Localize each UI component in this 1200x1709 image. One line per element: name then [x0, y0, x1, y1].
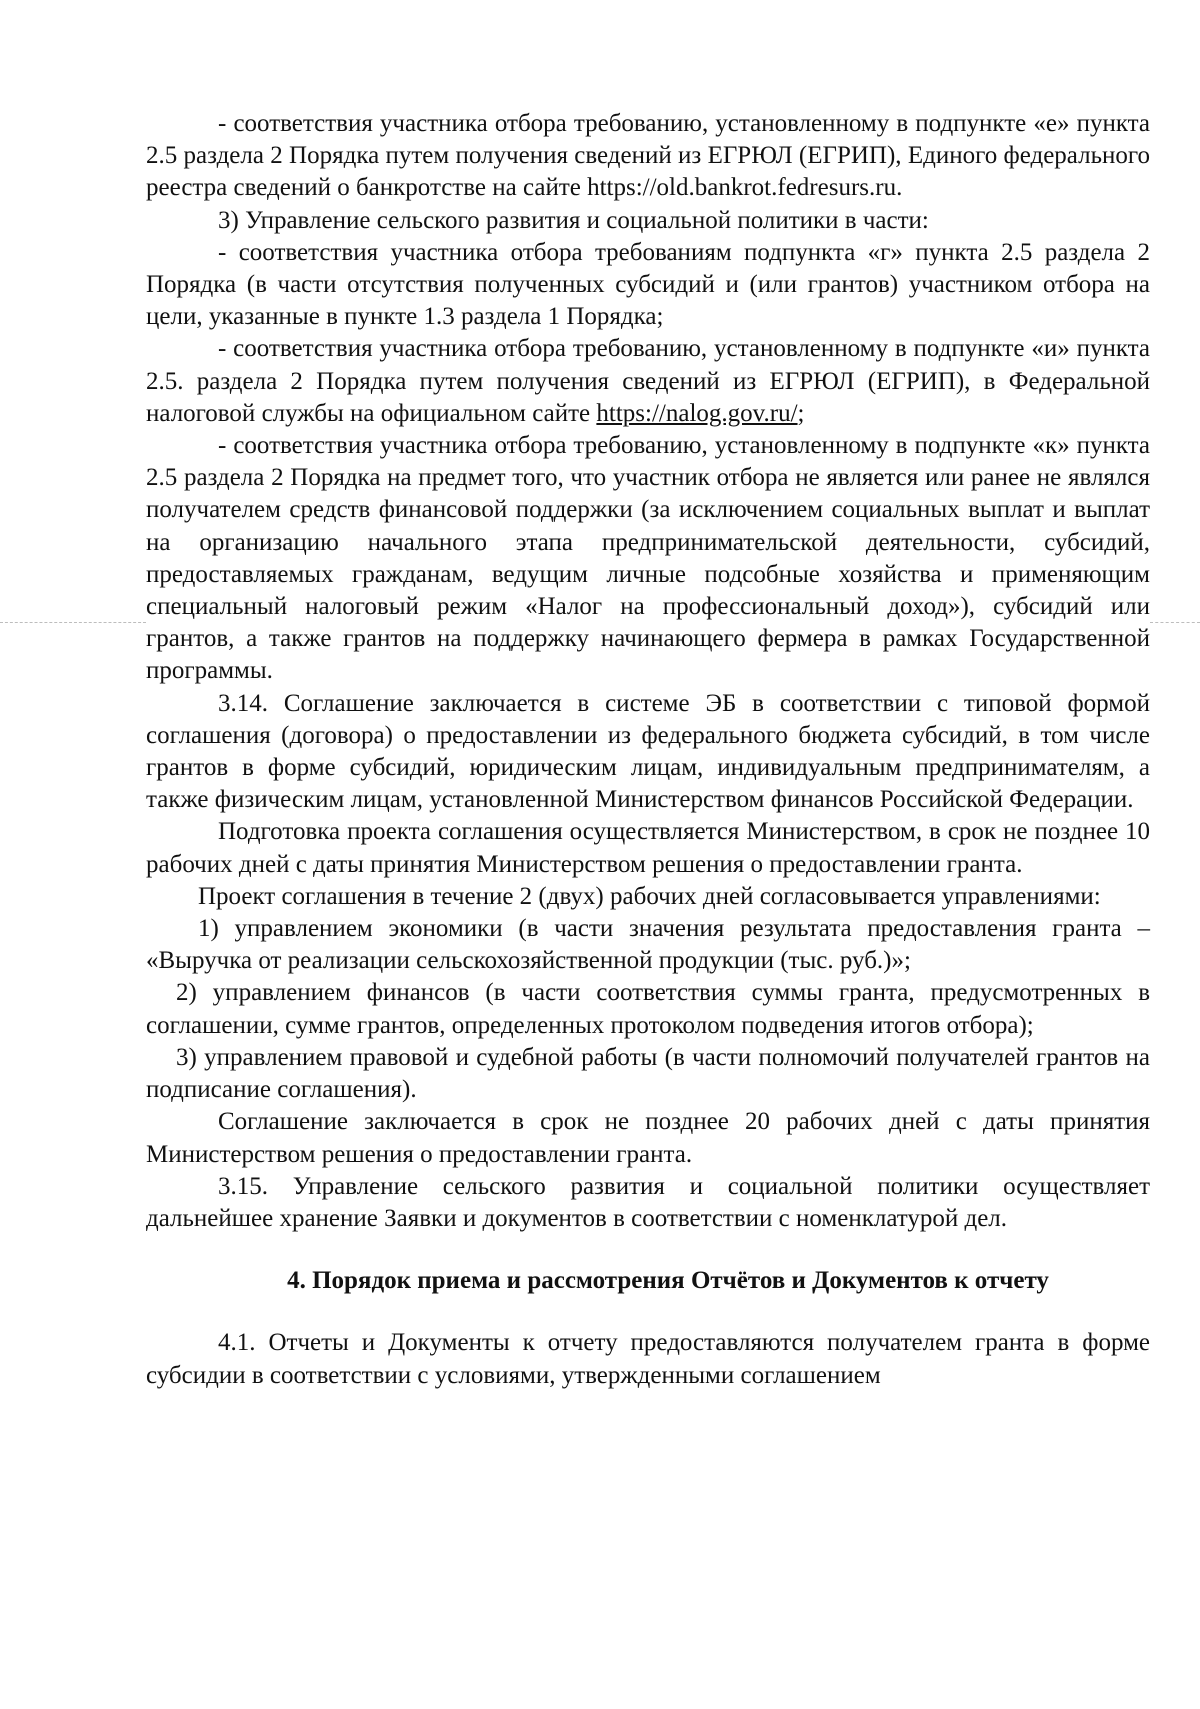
paragraph-g-subsidies: - соответствия участника отбора требованиям подпункта «г» пункта 2.5 раздела 2 Порядка (в части отсутствия полученных субсидий и (или грантов) участником отбора на цели, указанные в пункте 1.3 раздела 1 Порядка;: [146, 238, 1150, 331]
paragraph-4-1: 4.1. Отчеты и Документы к отчету предоставляются получателем гранта в форме субсидии в соответствии с условиями, утвержденными соглашением: [146, 1329, 1150, 1389]
paragraph-rural-dept: 3) Управление сельского развития и социальной политики в части:: [218, 206, 929, 234]
paragraph-draft-approval: Проект соглашения в течение 2 (двух) рабочих дней согласовывается управлениями:: [198, 882, 1101, 910]
document-page: [146, 108, 1150, 1392]
paragraph-draft-preparation: Подготовка проекта соглашения осуществляется Министерством, в срок не позднее 10 рабочих дней с даты принятия Министерством решения о предоставлении гранта.: [146, 818, 1150, 878]
paragraph-3-14: 3.14. Соглашение заключается в системе ЭБ в соответствии с типовой формой соглашения (договора) о предоставлении из федерального бюджета субсидий, в том числе грантов в форме субсидий, юридическим лицам, индивидуальным предпринимателям, а также физическим лицам, установленной Министерством финансов Российской Федерации.: [146, 689, 1150, 814]
paragraph-economics: 1) управлением экономики (в части значения результата предоставления гранта – «Выручка от реализации сельскохозяйственной продукции (тыс. руб.)»;: [146, 915, 1150, 975]
paragraph-3-15: 3.15. Управление сельского развития и социальной политики осуществляет дальнейшее хранение Заявки и документов в соответствии с номенклатурой дел.: [146, 1172, 1150, 1232]
paragraph-finance: 2) управлением финансов (в части соответствия суммы гранта, предусмотренных в соглашении, сумме грантов, определенных протоколом подведения итогов отбора);: [146, 979, 1150, 1039]
scan-artifact-line-left: [0, 622, 146, 623]
nalog-link[interactable]: https://nalog.gov.ru/: [596, 399, 798, 427]
paragraph-i-nalog-end: ;: [797, 399, 805, 427]
paragraph-legal: 3) управлением правовой и судебной работы (в части полномочий получателей грантов на подписание соглашения).: [146, 1043, 1150, 1104]
section-heading: 4. Порядок приема и рассмотрения Отчётов и Документов к отчету: [287, 1267, 1049, 1295]
paragraph-k-support: - соответствия участника отбора требованию, установленному в подпункте «к» пункта 2.5 раздела 2 Порядка на предмет того, что участник отбора не является или ранее не являлся получателем средств финансовой поддержки (за исключением социальных выплат и выплат на организацию начального этапа предпринимательской деятельности, субсидий, предоставляемых гражданам, ведущим личные подсобные хозяйства и применяющим специальный налоговый режим «Налог на профессиональный доход»), субсидий или грантов, а также грантов на поддержку начинающего фермера в рамках Государственной программы.: [146, 432, 1150, 685]
paragraph-e-egrul: - соответствия участника отбора требованию, установленному в подпункте «е» пункта 2.5 раздела 2 Порядка путем получения сведений из ЕГРЮЛ (ЕГРИП), Единого федерального реестра сведений о банкротстве на сайте https://old.bankrot.fedresurs.ru.: [146, 110, 1150, 202]
paragraph-i-nalog: [146, 333, 1150, 430]
scan-artifact-line-right: [1150, 622, 1200, 623]
paragraph-signing-deadline: Соглашение заключается в срок не позднее 20 рабочих дней с даты принятия Министерством решения о предоставлении гранта.: [146, 1108, 1150, 1168]
paragraph-i-nalog-text: - соответствия участника отбора требованию, установленному в подпункте «и» пункта 2.5. раздела 2 Порядка путем получения сведений из ЕГРЮЛ (ЕГРИП), в Федеральной налоговой службы на официальном сайте: [146, 335, 1150, 427]
